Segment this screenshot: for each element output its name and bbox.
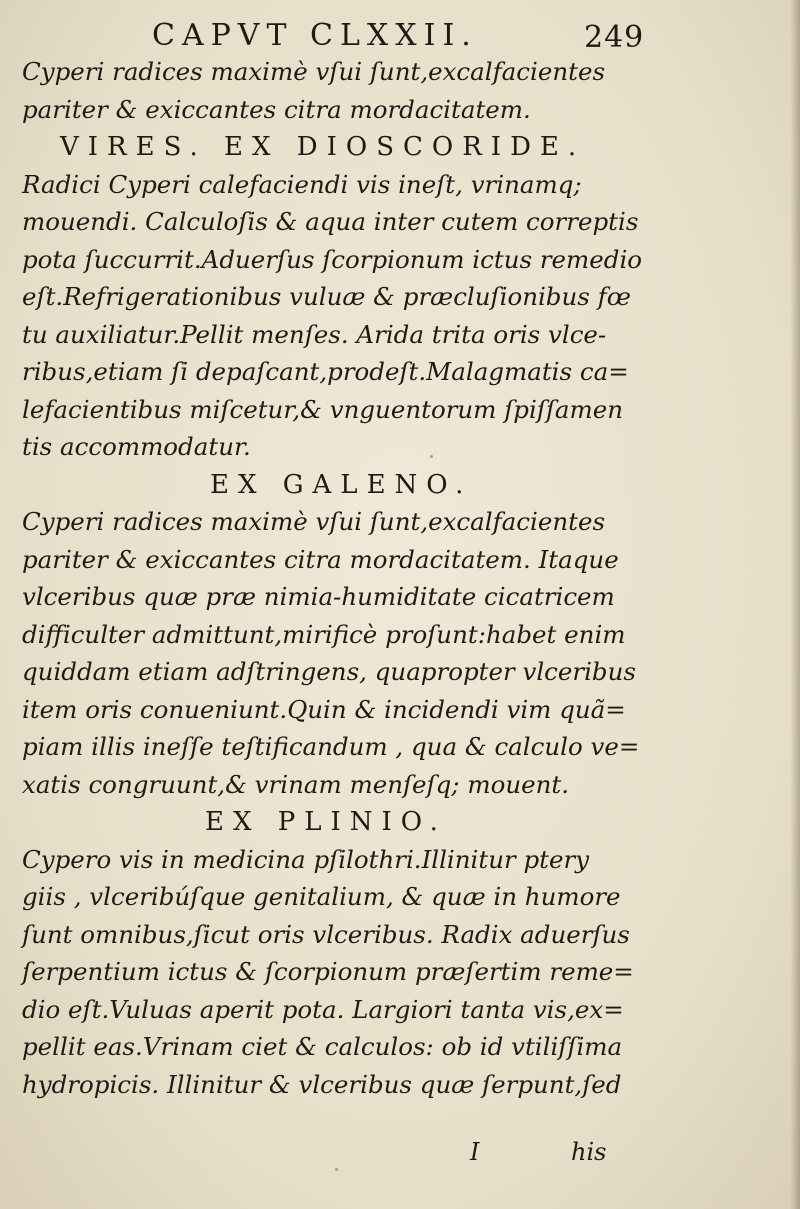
- text-line: pota ſuccurrit.Aduerſus ſcorpionum ictus remedio: [22, 245, 643, 274]
- text-line: Cypero vis in medicina pſilothri.Illinitur ptery: [22, 845, 590, 874]
- text-line: pariter & exiccantes citra mordacitatem. Itaque: [22, 545, 619, 574]
- text-line: piam illis ineſſe teſtificandum , qua & calculo ve=: [22, 732, 640, 761]
- catchword: his: [571, 1138, 607, 1166]
- text-line: difficulter admittunt,mirificè proſunt:habet enim: [22, 620, 626, 649]
- text-line: mouendi. Calculoſis & aqua inter cutem correptis: [22, 207, 639, 236]
- section-heading: VIRES. EX DIOSCORIDE.: [60, 132, 586, 162]
- text-line: xatis congruunt,& vrinam menſeſq; mouent.: [22, 770, 570, 799]
- ink-speck: [430, 455, 433, 458]
- text-line: item oris conueniunt.Quin & incidendi vim quã=: [22, 695, 626, 724]
- text-line: eſt.Refrigerationibus vuluæ & præcluſionibus fœ: [22, 282, 631, 311]
- text-line: pellit eas.Vrinam ciet & calculos: ob id vtiliſſima: [22, 1032, 623, 1061]
- section-heading: EX GALENO.: [210, 470, 473, 500]
- signature-mark: I: [470, 1138, 480, 1166]
- text-line: Cyperi radices maximè vſui ſunt,excalfacientes: [22, 57, 606, 86]
- page-footer: [470, 1132, 650, 1172]
- running-head: CAPVT CLXXII.: [152, 18, 478, 53]
- text-line: ribus,etiam ſi depaſcant,prodeſt.Malagmatis ca=: [22, 357, 629, 386]
- text-line: ſerpentium ictus & ſcorpionum præſertim reme=: [22, 957, 634, 986]
- text-line: ſunt omnibus,ſicut oris vlceribus. Radix aduerſus: [22, 920, 630, 949]
- text-line: giis , vlceribúſque genitalium, & quæ in humore: [22, 882, 621, 911]
- section-heading: EX PLINIO.: [205, 807, 447, 837]
- text-line: lefacientibus miſcetur,& vnguentorum ſpiſſamen: [22, 395, 624, 424]
- text-line: quiddam etiam adſtringens, quapropter vlceribus: [22, 657, 636, 686]
- text-line: dio eſt.Vuluas aperit pota. Largiori tanta vis,ex=: [22, 995, 624, 1024]
- text-line: Radici Cyperi calefaciendi vis ineſt, vrinamq;: [22, 170, 582, 199]
- page-number: 249: [584, 20, 645, 55]
- text-line: pariter & exiccantes citra mordacitatem.: [22, 95, 531, 124]
- text-line: tu auxiliatur.Pellit menſes. Arida trita oris vlce-: [22, 320, 607, 349]
- text-line: vlceribus quæ præ nimia-humiditate cicatricem: [22, 582, 615, 611]
- text-line: tis accommodatur.: [22, 432, 251, 461]
- page-gutter-shadow: [790, 0, 800, 1209]
- text-line: Cyperi radices maximè vſui ſunt,excalfacientes: [22, 507, 606, 536]
- page-header: [0, 16, 800, 56]
- text-line: hydropicis. Illinitur & vlceribus quæ ſerpunt,ſed: [22, 1070, 622, 1099]
- ink-speck: [335, 1168, 338, 1171]
